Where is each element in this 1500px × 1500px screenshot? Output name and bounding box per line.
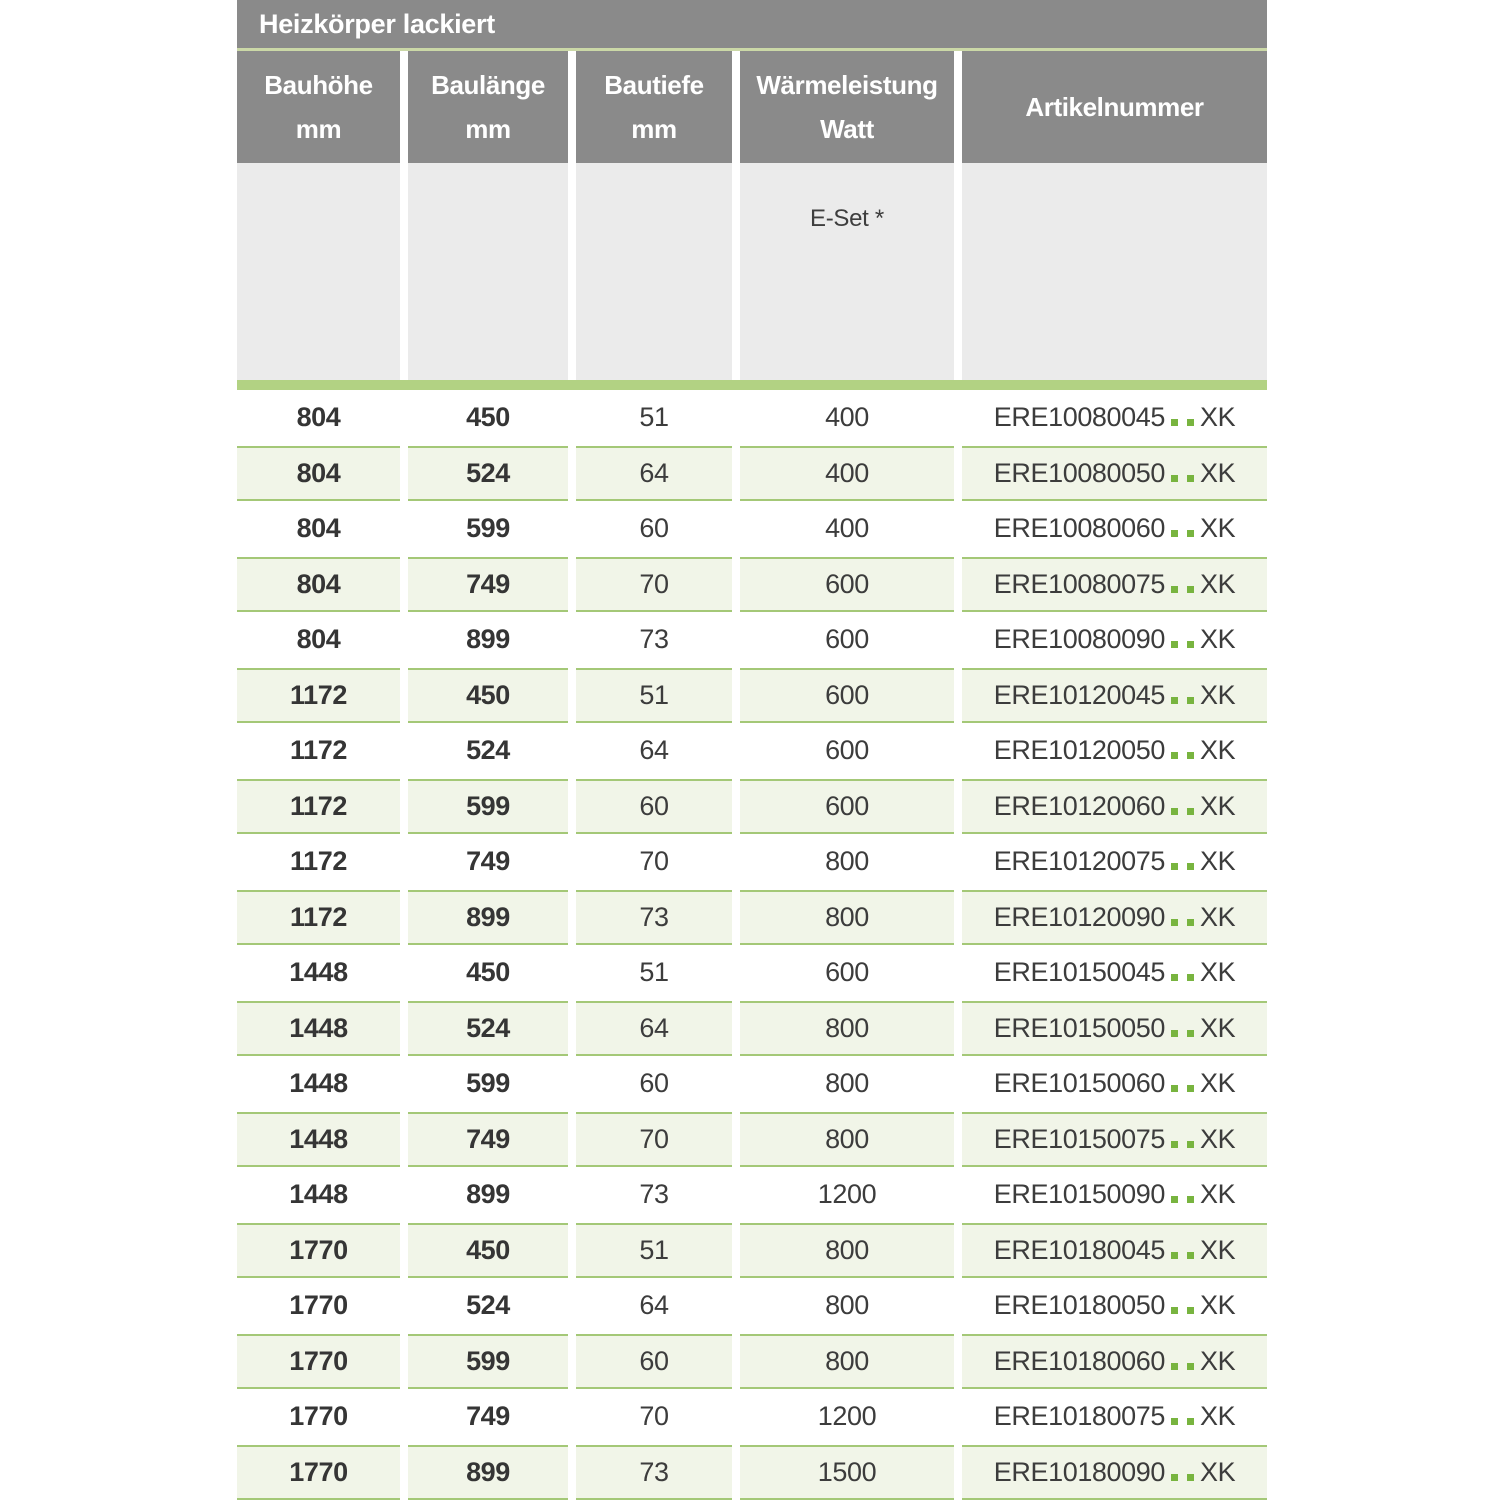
cell-bautiefe: 51 — [639, 402, 669, 433]
cell-bautiefe: 70 — [576, 1112, 732, 1168]
artikelnummer-prefix: ERE10180045 — [993, 1234, 1166, 1265]
cell-bautiefe: 60 — [639, 1068, 669, 1099]
cell-bautiefe: 51 — [576, 1223, 732, 1279]
cell-artikelnummer — [962, 834, 1267, 890]
table-row — [237, 612, 1267, 668]
artikelnummer-prefix: ERE10080090 — [993, 624, 1166, 655]
color-code-dots-icon — [1171, 1013, 1194, 1044]
cell-waermeleistung: 800 — [740, 1223, 954, 1279]
cell-artikelnummer — [962, 1334, 1267, 1390]
artikelnummer-suffix: XK — [1200, 679, 1236, 710]
table-row — [237, 1389, 1267, 1445]
cell-bauhoehe: 1172 — [237, 779, 400, 835]
cell-bauhoehe: 1448 — [289, 1179, 348, 1210]
cell-baulaenge: 749 — [466, 1401, 510, 1432]
table-row — [237, 890, 1267, 946]
cell-artikelnummer — [962, 612, 1267, 668]
artikelnummer-prefix: ERE10180050 — [993, 1290, 1166, 1321]
cell-bautiefe: 60 — [576, 779, 732, 835]
cell-bauhoehe: 804 — [237, 446, 400, 502]
cell-bautiefe: 64 — [576, 1001, 732, 1057]
artikelnummer-prefix: ERE10180075 — [993, 1401, 1166, 1432]
cell-baulaenge: 599 — [466, 1068, 510, 1099]
cell-artikelnummer — [962, 557, 1267, 613]
table-row — [237, 1334, 1267, 1390]
artikelnummer-suffix: XK — [1200, 457, 1236, 488]
column-unit: mm — [295, 114, 342, 144]
artikelnummer-prefix: ERE10080060 — [993, 513, 1166, 544]
cell-waermeleistung: 600 — [740, 557, 954, 613]
green-separator-bar — [237, 380, 1267, 390]
artikelnummer-suffix: XK — [1200, 1123, 1236, 1154]
cell-baulaenge: 899 — [466, 624, 510, 655]
color-code-dots-icon — [1171, 902, 1194, 933]
artikelnummer-suffix: XK — [1200, 1179, 1236, 1210]
color-code-dots-icon — [1171, 957, 1194, 988]
cell-bautiefe: 51 — [639, 957, 669, 988]
cell-waermeleistung: 800 — [740, 1112, 954, 1168]
table-row — [237, 1278, 1267, 1334]
artikelnummer-suffix: XK — [1200, 513, 1236, 544]
artikelnummer-suffix: XK — [1200, 1456, 1236, 1487]
cell-waermeleistung: 800 — [740, 1001, 954, 1057]
column-header-bauhoehe — [237, 51, 400, 163]
column-label: Baulänge — [431, 70, 545, 100]
cell-artikelnummer — [962, 1056, 1267, 1112]
cell-baulaenge: 450 — [466, 957, 510, 988]
artikelnummer-prefix: ERE10120050 — [993, 735, 1166, 766]
cell-artikelnummer — [962, 390, 1267, 446]
artikelnummer-suffix: XK — [1200, 735, 1236, 766]
cell-baulaenge: 524 — [408, 1001, 568, 1057]
artikelnummer-prefix: ERE10180060 — [993, 1345, 1166, 1376]
cell-artikelnummer — [962, 1278, 1267, 1334]
cell-waermeleistung: 1200 — [817, 1179, 877, 1210]
artikelnummer-prefix: ERE10080045 — [993, 402, 1166, 433]
column-label: Artikelnummer — [1025, 92, 1204, 122]
table-row — [237, 1001, 1267, 1057]
cell-bautiefe: 73 — [576, 1445, 732, 1500]
artikelnummer-suffix: XK — [1200, 901, 1236, 932]
column-header-waermeleistung — [740, 51, 954, 163]
artikelnummer-suffix: XK — [1200, 846, 1236, 877]
cell-baulaenge: 899 — [466, 1179, 510, 1210]
subheader-cell-bauhoehe — [237, 163, 400, 380]
cell-waermeleistung: 800 — [740, 1334, 954, 1390]
table-row — [237, 779, 1267, 835]
artikelnummer-suffix: XK — [1200, 568, 1236, 599]
artikelnummer-suffix: XK — [1200, 957, 1236, 988]
column-header-artikelnummer — [962, 51, 1267, 163]
artikelnummer-prefix: ERE10080075 — [993, 568, 1166, 599]
artikelnummer-suffix: XK — [1200, 1234, 1236, 1265]
cell-baulaenge: 524 — [408, 446, 568, 502]
table-row — [237, 834, 1267, 890]
table-row — [237, 945, 1267, 1001]
cell-waermeleistung: 800 — [825, 846, 869, 877]
cell-bautiefe: 60 — [576, 1334, 732, 1390]
column-header-baulaenge — [408, 51, 568, 163]
artikelnummer-suffix: XK — [1200, 1068, 1236, 1099]
cell-baulaenge: 524 — [466, 1290, 510, 1321]
table-row — [237, 557, 1267, 613]
artikelnummer-prefix: ERE10080050 — [993, 457, 1166, 488]
cell-bauhoehe: 804 — [296, 402, 341, 433]
table-row — [237, 723, 1267, 779]
cell-waermeleistung: 600 — [740, 779, 954, 835]
artikelnummer-suffix: XK — [1200, 1345, 1236, 1376]
cell-bauhoehe: 1770 — [289, 1290, 348, 1321]
cell-waermeleistung: 400 — [825, 513, 869, 544]
cell-artikelnummer — [962, 446, 1267, 502]
cell-baulaenge: 599 — [408, 779, 568, 835]
cell-artikelnummer — [962, 501, 1267, 557]
table-row — [237, 1445, 1267, 1500]
cell-artikelnummer — [962, 1389, 1267, 1445]
cell-artikelnummer — [962, 668, 1267, 724]
cell-baulaenge: 749 — [466, 846, 510, 877]
color-code-dots-icon — [1171, 1235, 1194, 1266]
column-label: Wärmeleistung — [756, 70, 938, 100]
cell-waermeleistung: 600 — [825, 957, 869, 988]
cell-bauhoehe: 1770 — [237, 1334, 400, 1390]
column-label: Bauhöhe — [264, 70, 373, 100]
cell-bautiefe: 70 — [639, 846, 669, 877]
color-code-dots-icon — [1171, 846, 1194, 877]
artikelnummer-suffix: XK — [1200, 1290, 1236, 1321]
cell-artikelnummer — [962, 723, 1267, 779]
cell-baulaenge: 524 — [466, 735, 510, 766]
cell-bauhoehe: 1770 — [237, 1445, 400, 1500]
color-code-dots-icon — [1171, 791, 1194, 822]
color-code-dots-icon — [1171, 1290, 1194, 1321]
cell-bautiefe: 70 — [639, 1401, 669, 1432]
cell-baulaenge: 599 — [466, 513, 510, 544]
subheader-cell-artikelnummer — [962, 163, 1267, 380]
color-code-dots-icon — [1171, 1068, 1194, 1099]
cell-bauhoehe: 1172 — [290, 735, 347, 766]
cell-baulaenge: 749 — [408, 557, 568, 613]
artikelnummer-suffix: XK — [1200, 790, 1236, 821]
cell-artikelnummer — [962, 1001, 1267, 1057]
cell-waermeleistung: 600 — [740, 668, 954, 724]
cell-bauhoehe: 804 — [237, 557, 400, 613]
artikelnummer-suffix: XK — [1200, 402, 1236, 433]
subheader-cell-baulaenge — [408, 163, 568, 380]
table-body — [237, 390, 1267, 1500]
cell-baulaenge: 749 — [408, 1112, 568, 1168]
table-row — [237, 1167, 1267, 1223]
cell-bauhoehe: 1172 — [237, 668, 400, 724]
artikelnummer-prefix: ERE10120090 — [993, 901, 1166, 932]
column-label: Bautiefe — [604, 70, 704, 100]
artikelnummer-prefix: ERE10150090 — [993, 1179, 1166, 1210]
table-row — [237, 1223, 1267, 1279]
cell-bauhoehe: 1448 — [237, 1001, 400, 1057]
cell-bautiefe: 64 — [639, 735, 669, 766]
artikelnummer-suffix: XK — [1200, 1012, 1236, 1043]
cell-bautiefe: 73 — [639, 624, 669, 655]
column-unit: Watt — [820, 114, 874, 144]
cell-artikelnummer — [962, 945, 1267, 1001]
artikelnummer-prefix: ERE10120060 — [993, 790, 1166, 821]
cell-waermeleistung: 1500 — [740, 1445, 954, 1500]
cell-waermeleistung: 400 — [740, 446, 954, 502]
cell-bauhoehe: 1770 — [237, 1223, 400, 1279]
artikelnummer-prefix: ERE10150045 — [993, 957, 1166, 988]
cell-waermeleistung: 600 — [825, 735, 869, 766]
color-code-dots-icon — [1171, 1401, 1194, 1432]
table-row — [237, 501, 1267, 557]
cell-bautiefe: 60 — [639, 513, 669, 544]
table-row — [237, 1056, 1267, 1112]
artikelnummer-prefix: ERE10150050 — [993, 1012, 1166, 1043]
cell-bautiefe: 64 — [639, 1290, 669, 1321]
artikelnummer-suffix: XK — [1200, 1401, 1236, 1432]
subheader-cell-bautiefe — [576, 163, 732, 380]
cell-bauhoehe: 1172 — [290, 846, 347, 877]
cell-baulaenge: 899 — [408, 890, 568, 946]
cell-baulaenge: 599 — [408, 1334, 568, 1390]
color-code-dots-icon — [1171, 1346, 1194, 1377]
artikelnummer-prefix: ERE10150075 — [993, 1123, 1166, 1154]
cell-artikelnummer — [962, 1445, 1267, 1500]
cell-waermeleistung: 400 — [825, 402, 869, 433]
cell-artikelnummer — [962, 1167, 1267, 1223]
cell-waermeleistung: 600 — [825, 624, 869, 655]
cell-artikelnummer — [962, 779, 1267, 835]
table-row — [237, 390, 1267, 446]
artikelnummer-suffix: XK — [1200, 624, 1236, 655]
cell-waermeleistung: 1200 — [817, 1401, 877, 1432]
table-row — [237, 1112, 1267, 1168]
color-code-dots-icon — [1171, 402, 1194, 433]
cell-artikelnummer — [962, 1223, 1267, 1279]
cell-bautiefe: 73 — [639, 1179, 669, 1210]
cell-baulaenge: 450 — [408, 668, 568, 724]
cell-waermeleistung: 800 — [825, 1068, 869, 1099]
color-code-dots-icon — [1171, 624, 1194, 655]
cell-bauhoehe: 804 — [296, 624, 341, 655]
color-code-dots-icon — [1171, 680, 1194, 711]
column-header-row — [237, 51, 1267, 163]
subheader-cell-waermeleistung — [740, 163, 954, 380]
color-code-dots-icon — [1171, 569, 1194, 600]
cell-baulaenge: 450 — [466, 402, 510, 433]
cell-waermeleistung: 800 — [825, 1290, 869, 1321]
artikelnummer-prefix: ERE10180090 — [993, 1456, 1166, 1487]
cell-waermeleistung: 800 — [740, 890, 954, 946]
cell-baulaenge: 450 — [408, 1223, 568, 1279]
cell-bautiefe: 64 — [576, 446, 732, 502]
artikelnummer-prefix: ERE10150060 — [993, 1068, 1166, 1099]
color-code-dots-icon — [1171, 458, 1194, 489]
radiator-spec-table — [237, 0, 1267, 1500]
table-title-bar — [237, 0, 1267, 48]
column-unit: mm — [465, 114, 511, 144]
color-code-dots-icon — [1171, 1124, 1194, 1155]
artikelnummer-prefix: ERE10120075 — [993, 846, 1166, 877]
cell-bauhoehe: 1172 — [237, 890, 400, 946]
cell-bautiefe: 70 — [576, 557, 732, 613]
cell-bauhoehe: 804 — [296, 513, 341, 544]
color-code-dots-icon — [1171, 1457, 1194, 1488]
cell-artikelnummer — [962, 890, 1267, 946]
color-code-dots-icon — [1171, 735, 1194, 766]
subheader-row — [237, 163, 1267, 380]
cell-bautiefe: 51 — [576, 668, 732, 724]
color-code-dots-icon — [1171, 513, 1194, 544]
column-header-bautiefe — [576, 51, 732, 163]
cell-bauhoehe: 1770 — [289, 1401, 348, 1432]
eset-label: E-Set * — [810, 205, 884, 232]
column-unit: mm — [631, 114, 677, 144]
cell-artikelnummer — [962, 1112, 1267, 1168]
cell-bauhoehe: 1448 — [289, 957, 348, 988]
artikelnummer-prefix: ERE10120045 — [993, 679, 1166, 710]
table-title: Heizkörper lackiert — [259, 8, 495, 39]
table-row — [237, 446, 1267, 502]
cell-bauhoehe: 1448 — [289, 1068, 348, 1099]
color-code-dots-icon — [1171, 1179, 1194, 1210]
cell-baulaenge: 899 — [408, 1445, 568, 1500]
cell-bautiefe: 73 — [576, 890, 732, 946]
table-row — [237, 668, 1267, 724]
cell-bauhoehe: 1448 — [237, 1112, 400, 1168]
